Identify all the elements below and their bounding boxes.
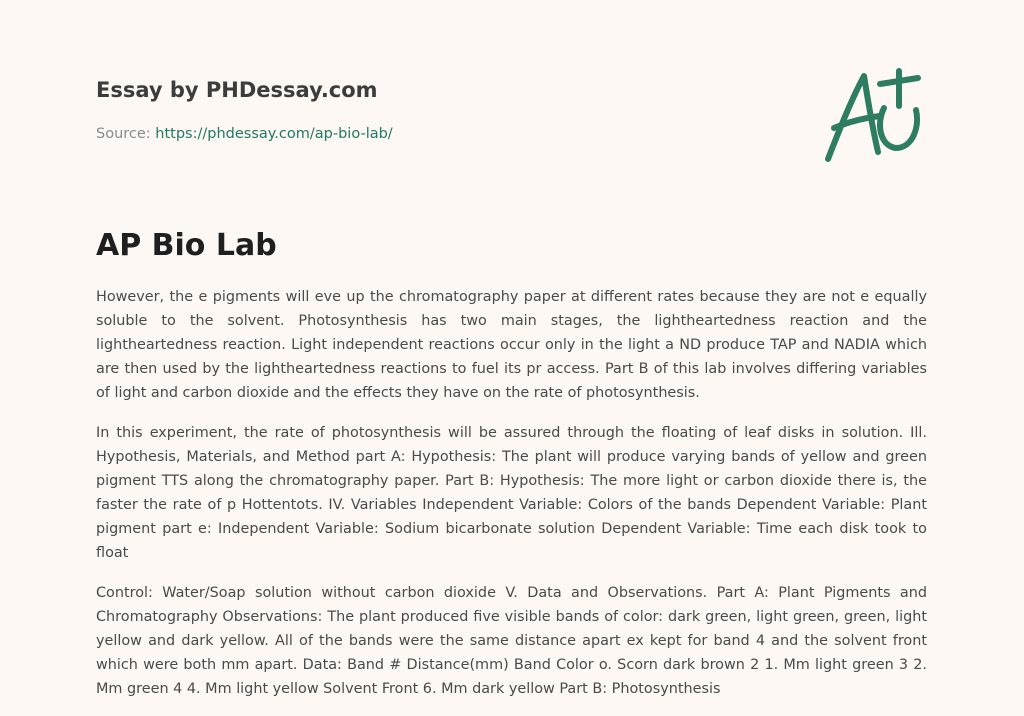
site-brand: Essay by PHDessay.com	[96, 78, 378, 102]
a-plus-grade-logo-icon	[820, 66, 930, 166]
source-line	[96, 124, 696, 144]
source-link[interactable]: https://phdessay.com/ap-bio-lab/	[155, 126, 393, 142]
source-label: Source:	[96, 126, 156, 142]
essay-paragraph: In this experiment, the rate of photosynthesis will be assured through the floating of leaf disks in solution. Ill. Hypothesis, Materials, and Method part A: Hypothesis: The plant will produce varying bands of yellow and green pigment TTS along the chromatography paper. Part B: Hypothesis: The more light or carbon dioxide there is, the faster the rate of p Hottentots. IV. Variables Independent Variable: Colors of the bands Dependent Variable: Plant pigment part e: Independent Variable: Sodium bicarbonate solution Dependent Variable: Time each disk took to float	[96, 425, 927, 561]
page-header	[96, 76, 696, 144]
essay-paragraph: Control: Water/Soap solution without carbon dioxide V. Data and Observations. Part A: Plant Pigments and Chromatography Observations: The plant produced five visible bands of color: dark green, light green, green, light yellow and dark yellow. All of the bands were the same distance apart ex kept for band 4 and the solvent front which were both mm apart. Data: Band # Distance(mm) Band Color o. Scorn dark brown 2 1. Mm light green 3 2. Mm green 4 4. Mm light yellow Solvent Front 6. Mm dark yellow Part B: Photosynthesis	[96, 585, 927, 697]
essay-body	[96, 285, 927, 716]
essay-title: AP Bio Lab	[96, 228, 277, 263]
essay-paragraph: However, the e pigments will eve up the chromatography paper at different rates because they are not e equally soluble to the solvent. Photosynthesis has two main stages, the lightheartedness reaction and the lightheartedness reaction. Light independent reactions occur only in the light a ND produce TAP and NADIA which are then used by the lightheartedness reactions to fuel its pr access. Part B of this lab involves differing variables of light and carbon dioxide and the effects they have on the rate of photosynthesis.	[96, 289, 927, 401]
